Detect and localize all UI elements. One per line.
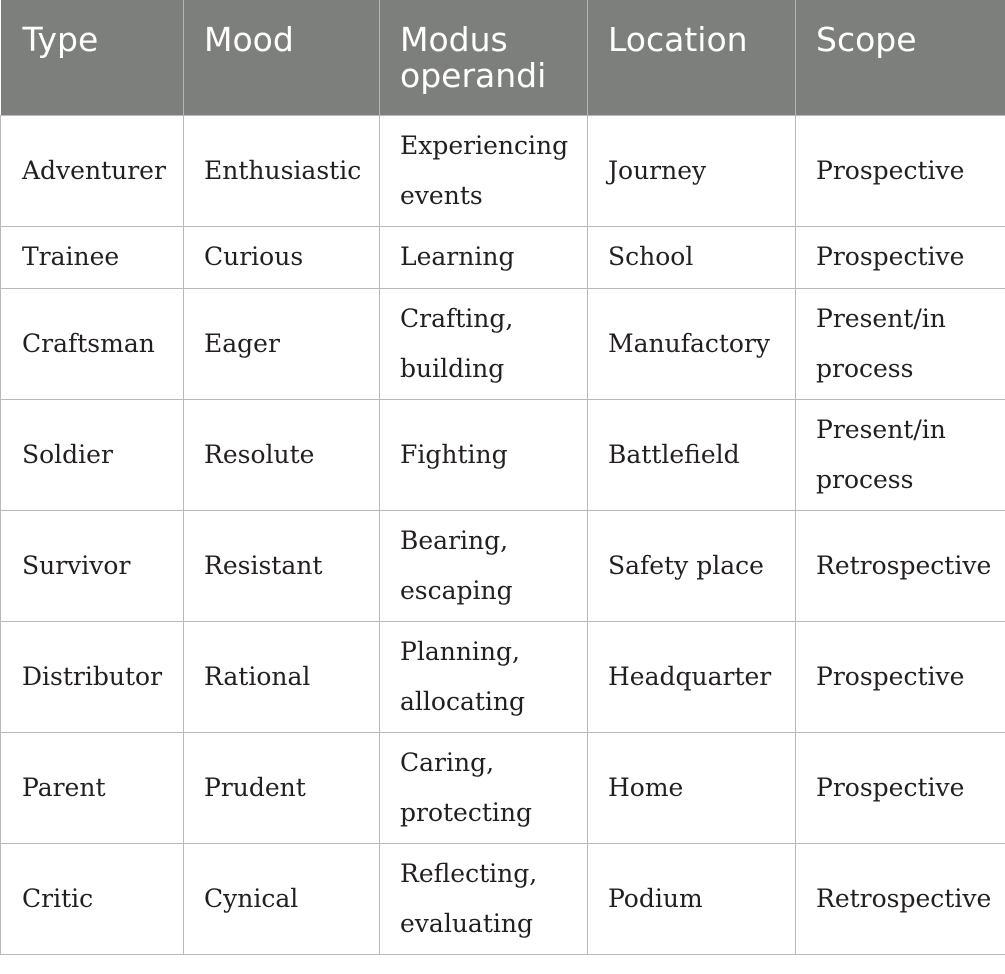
cell-type: Parent bbox=[1, 732, 184, 843]
cell-type: Critic bbox=[1, 843, 184, 954]
header-row bbox=[1, 0, 1005, 115]
cell-scope-line: Present/in bbox=[816, 303, 946, 333]
cell-mood: Resolute bbox=[184, 399, 380, 510]
cell-location: Podium bbox=[588, 843, 796, 954]
cell-type: Adventurer bbox=[1, 115, 184, 226]
cell-modus-operandi-line: events bbox=[400, 180, 483, 210]
cell-scope bbox=[796, 510, 1005, 621]
cell-scope bbox=[796, 732, 1005, 843]
table-row bbox=[1, 226, 1005, 288]
cell-mood: Prudent bbox=[184, 732, 380, 843]
table-row bbox=[1, 510, 1005, 621]
cell-modus-operandi bbox=[380, 288, 588, 399]
header-type: Type bbox=[1, 0, 184, 115]
table-header bbox=[1, 0, 1005, 115]
table-row bbox=[1, 115, 1005, 226]
cell-scope bbox=[796, 399, 1005, 510]
cell-scope bbox=[796, 115, 1005, 226]
table-body bbox=[1, 115, 1005, 954]
cell-location: Battlefield bbox=[588, 399, 796, 510]
cell-mood: Rational bbox=[184, 621, 380, 732]
cell-location: Safety place bbox=[588, 510, 796, 621]
header-mood: Mood bbox=[184, 0, 380, 115]
table-row bbox=[1, 732, 1005, 843]
table-row bbox=[1, 621, 1005, 732]
header-location: Location bbox=[588, 0, 796, 115]
cell-scope-line: process bbox=[816, 464, 914, 494]
cell-scope bbox=[796, 621, 1005, 732]
cell-scope-line: Present/in bbox=[816, 414, 946, 444]
cell-scope-line: Retrospective bbox=[816, 550, 992, 580]
cell-scope bbox=[796, 843, 1005, 954]
cell-modus-operandi-line: evaluating bbox=[400, 908, 533, 938]
cell-type: Soldier bbox=[1, 399, 184, 510]
cell-modus-operandi bbox=[380, 399, 588, 510]
cell-scope-line: Prospective bbox=[816, 242, 965, 271]
cell-location: Manufactory bbox=[588, 288, 796, 399]
cell-type: Craftsman bbox=[1, 288, 184, 399]
cell-type: Survivor bbox=[1, 510, 184, 621]
cell-modus-operandi-line: Planning, bbox=[400, 636, 520, 666]
cell-scope bbox=[796, 226, 1005, 288]
cell-location: School bbox=[588, 226, 796, 288]
cell-location: Journey bbox=[588, 115, 796, 226]
cell-mood: Resistant bbox=[184, 510, 380, 621]
cell-modus-operandi bbox=[380, 510, 588, 621]
cell-modus-operandi-line: Caring, bbox=[400, 747, 495, 777]
cell-scope-line: Prospective bbox=[816, 661, 965, 691]
cell-mood: Cynical bbox=[184, 843, 380, 954]
cell-scope bbox=[796, 288, 1005, 399]
cell-modus-operandi-line: Reflecting, bbox=[400, 858, 538, 888]
cell-scope-line: Prospective bbox=[816, 772, 965, 802]
cell-modus-operandi-line: Learning bbox=[400, 242, 515, 271]
cell-scope-line: Prospective bbox=[816, 155, 965, 185]
cell-mood: Enthusiastic bbox=[184, 115, 380, 226]
table-row bbox=[1, 399, 1005, 510]
cell-modus-operandi-line: Bearing, bbox=[400, 525, 509, 555]
cell-modus-operandi bbox=[380, 732, 588, 843]
cell-scope-line: Retrospective bbox=[816, 883, 992, 913]
cell-modus-operandi-line: building bbox=[400, 353, 505, 383]
cell-modus-operandi-line: Experiencing bbox=[400, 130, 569, 160]
cell-modus-operandi-line: Fighting bbox=[400, 439, 508, 469]
cell-modus-operandi bbox=[380, 115, 588, 226]
cell-mood: Eager bbox=[184, 288, 380, 399]
cell-modus-operandi-line: escaping bbox=[400, 575, 513, 605]
header-modus-operandi: Modus operandi bbox=[380, 0, 588, 115]
cell-type: Distributor bbox=[1, 621, 184, 732]
cell-modus-operandi-line: Crafting, bbox=[400, 303, 514, 333]
table-row bbox=[1, 288, 1005, 399]
table-row bbox=[1, 843, 1005, 954]
cell-scope-line: process bbox=[816, 353, 914, 383]
cell-type: Trainee bbox=[1, 226, 184, 288]
cell-modus-operandi bbox=[380, 621, 588, 732]
cell-modus-operandi-line: allocating bbox=[400, 686, 525, 716]
cell-mood: Curious bbox=[184, 226, 380, 288]
cell-modus-operandi bbox=[380, 843, 588, 954]
cell-modus-operandi bbox=[380, 226, 588, 288]
cell-location: Home bbox=[588, 732, 796, 843]
cell-location: Headquarter bbox=[588, 621, 796, 732]
cell-modus-operandi-line: protecting bbox=[400, 797, 532, 827]
header-scope: Scope bbox=[796, 0, 1005, 115]
